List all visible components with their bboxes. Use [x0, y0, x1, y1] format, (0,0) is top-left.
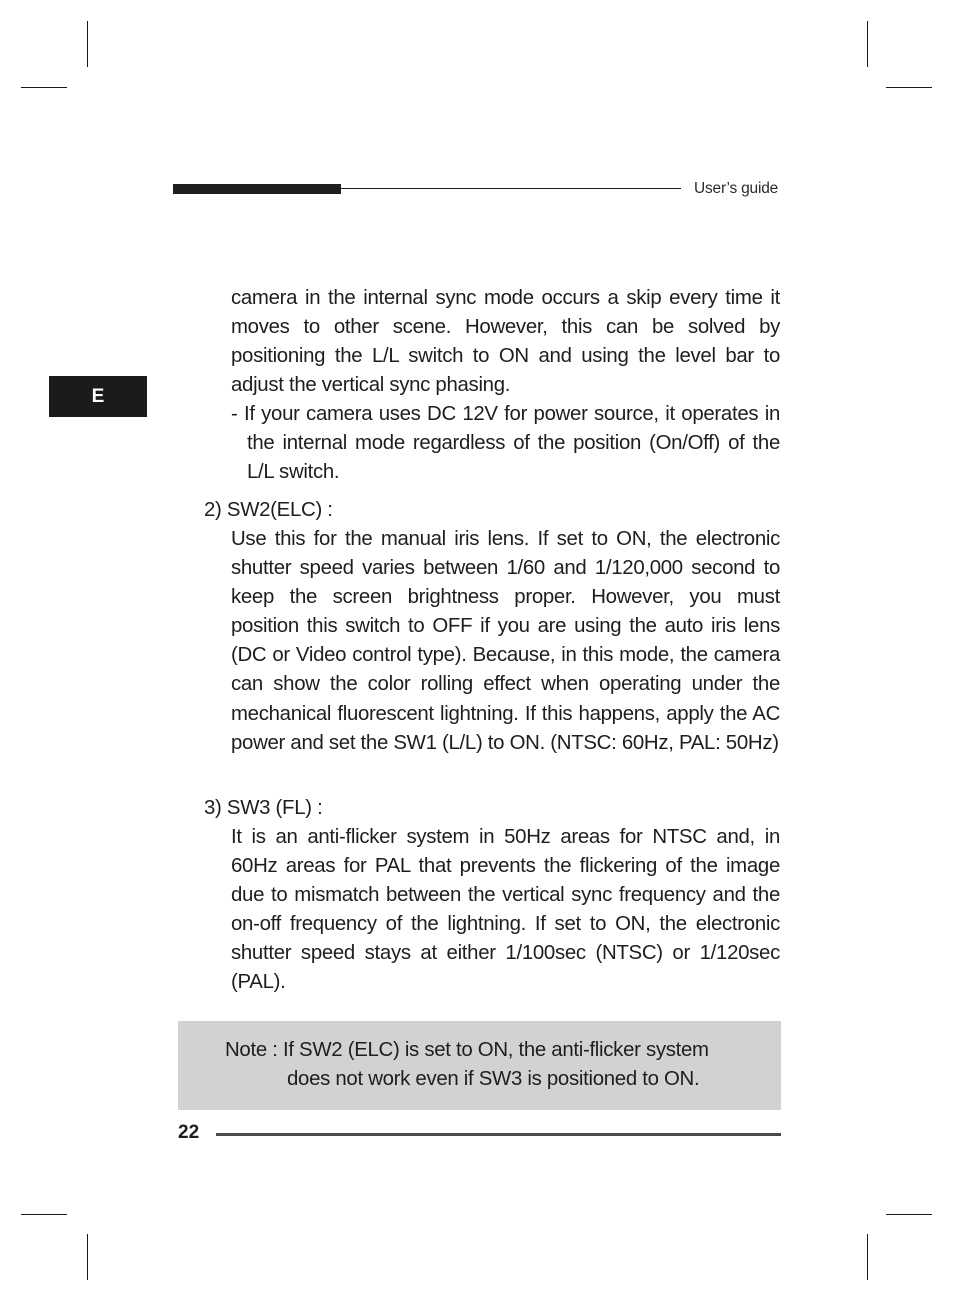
header-rule-thick	[173, 184, 341, 194]
language-tab: E	[49, 376, 147, 417]
header-rule-thin	[341, 188, 681, 189]
crop-mark-bottom-right-vertical	[867, 1234, 868, 1280]
crop-mark-bottom-left-vertical	[87, 1234, 88, 1280]
header-guide-label: User’s guide	[694, 180, 779, 197]
page-number: 22	[178, 1122, 200, 1143]
sw3-paragraph: It is an anti-flicker system in 50Hz areas for NTSC and, in 60Hz areas for PAL that prevents the flickering of the image due to mismatch between the vertical sync frequency and the on-off frequency of the lightning. If set to ON, the electronic shutter speed stays at either 1/100sec (NTSC) or 1/120sec (PAL).	[231, 826, 780, 994]
sw2-heading: 2) SW2(ELC) :	[204, 499, 333, 521]
sw3-heading: 3) SW3 (FL) :	[204, 797, 323, 819]
crop-mark-bottom-left-horizontal	[21, 1214, 67, 1215]
crop-mark-top-right-horizontal	[886, 87, 932, 88]
dc-power-note: - If your camera uses DC 12V for power source, it operates in the internal mode regardless of the position (On/Off) of the L/L switch.	[231, 403, 780, 484]
footer-rule	[216, 1133, 781, 1136]
crop-mark-top-left-horizontal	[21, 87, 67, 88]
continuation-paragraph: camera in the internal sync mode occurs a skip every time it moves to other scene. However, this can be solved by positioning the L/L switch to ON and using the level bar to adjust the vertical sync phasing.	[231, 287, 780, 397]
crop-mark-top-right-vertical	[867, 21, 868, 67]
sw2-paragraph: Use this for the manual iris lens. If set to ON, the electronic shutter speed varies between 1/60 and 1/120,000 second to keep the screen brightness proper. However, you must position this switch to OFF if you are using the auto iris lens (DC or Video control type). Because, in this mode, the camera can show the color rolling effect when operating under the mechanical fluorescent lightning. If this happens, apply the AC power and set the SW1 (L/L) to ON. (NTSC: 60Hz, PAL: 50Hz)	[231, 528, 780, 754]
note-line-2: does not work even if SW3 is positioned to ON.	[287, 1068, 700, 1090]
note-line-1: Note : If SW2 (ELC) is set to ON, the anti-flicker system	[225, 1039, 709, 1061]
crop-mark-top-left-vertical	[87, 21, 88, 67]
crop-mark-bottom-right-horizontal	[886, 1214, 932, 1215]
